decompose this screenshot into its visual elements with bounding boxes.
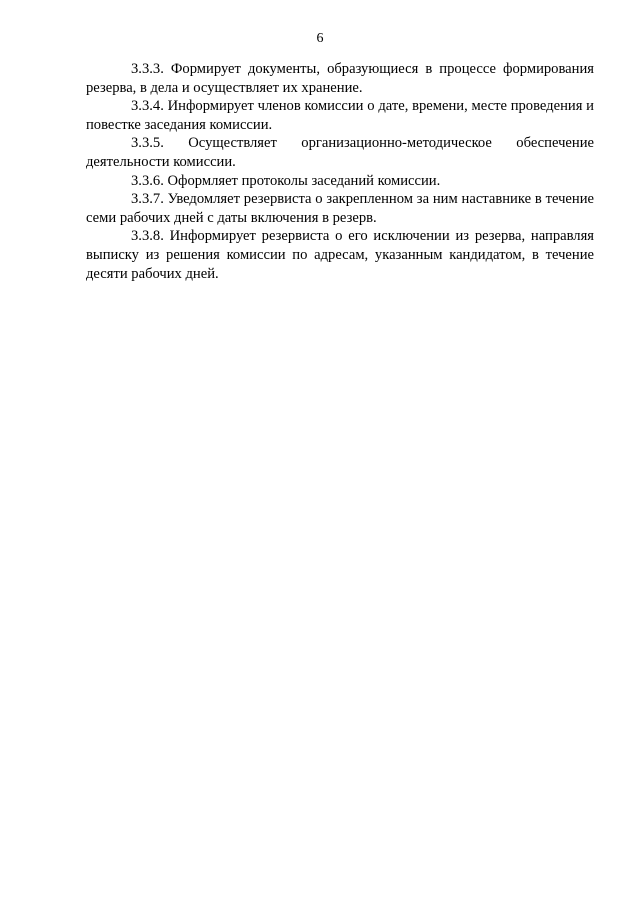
- paragraph-3-3-5: 3.3.5. Осуществляет организационно-методическое обеспечение деятельности комиссии.: [86, 135, 594, 170]
- page-number: 6: [316, 31, 324, 46]
- paragraph-3-3-7: 3.3.7. Уведомляет резервиста о закрепленном за ним наставнике в течение семи рабочих дней с даты включения в резерв.: [86, 191, 594, 226]
- document-body: [86, 60, 594, 283]
- paragraph-3-3-8: 3.3.8. Информирует резервиста о его исключении из резерва, направляя выписку из решения комиссии по адресам, указанным кандидатом, в течение десяти рабочих дней.: [86, 228, 594, 282]
- paragraph-3-3-6: 3.3.6. Оформляет протоколы заседаний комиссии.: [131, 172, 441, 189]
- paragraph-3-3-3: 3.3.3. Формирует документы, образующиеся в процессе формирования резерва, в дела и осуществляет их хранение.: [86, 61, 594, 96]
- paragraph-3-3-4: 3.3.4. Информирует членов комиссии о дате, времени, месте проведения и повестке заседания комиссии.: [86, 98, 594, 133]
